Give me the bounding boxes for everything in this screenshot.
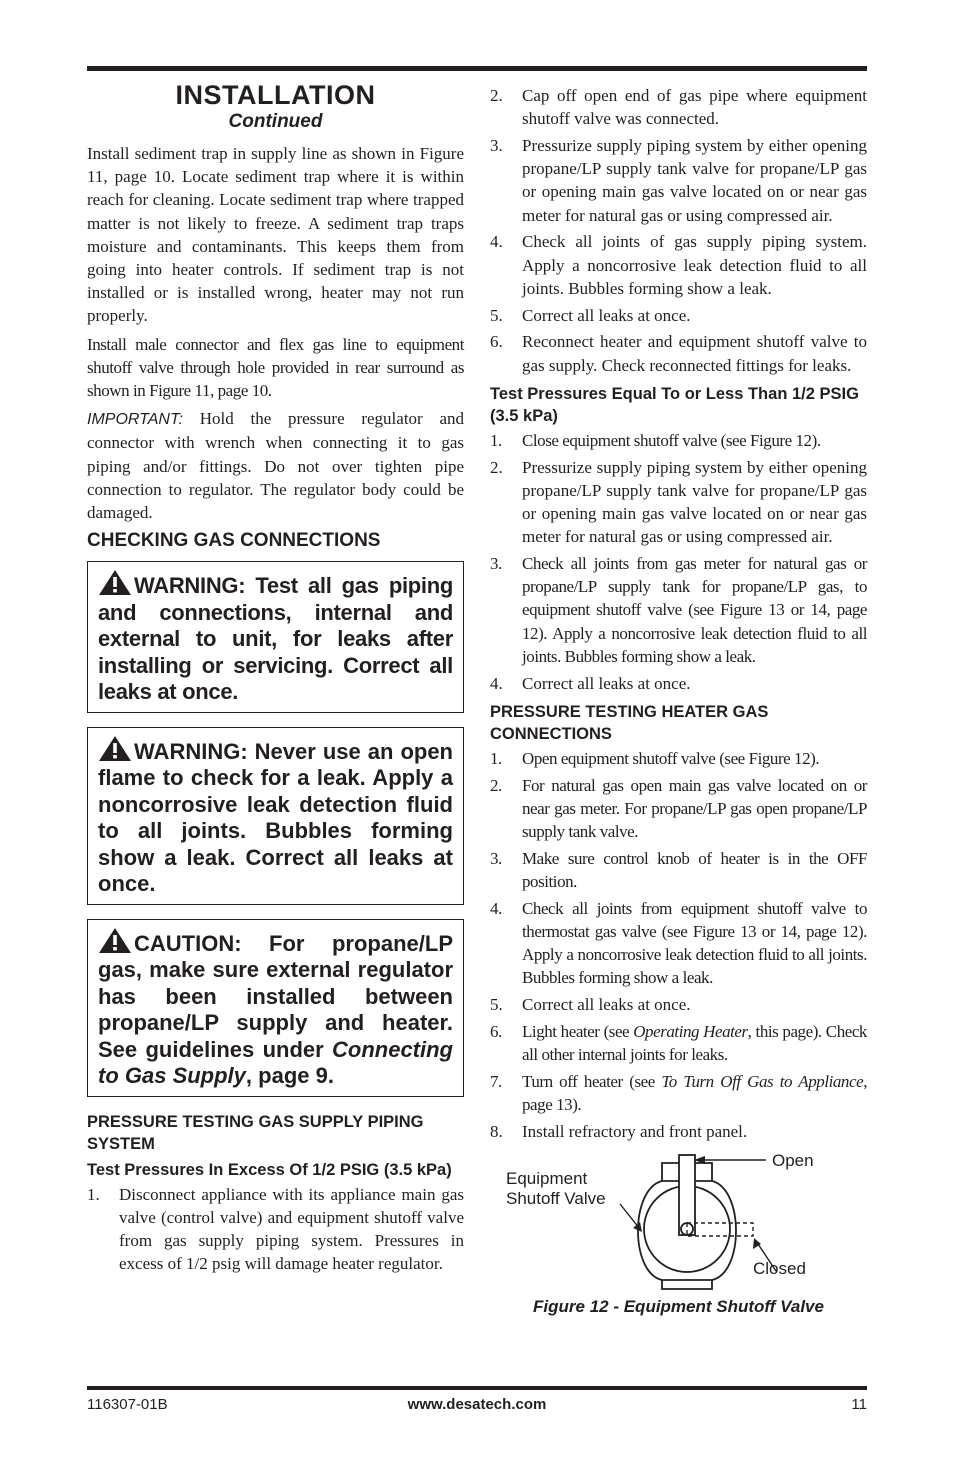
list-item: 3. Make sure control knob of heater is in the OFF position. — [490, 848, 867, 892]
list-item: 5. Correct all leaks at once. — [490, 995, 691, 1015]
figure-label-closed: Closed — [753, 1259, 806, 1279]
list-item: 1. Open equipment shutoff valve (see Figure 12). — [490, 748, 820, 768]
warning-text-test-piping: WARNING: Test all gas piping and connections, internal and external to unit, for leaks after installing or servicing. Correct all leaks at once. — [98, 573, 453, 705]
caution-page-ref: , page 9. — [245, 1063, 334, 1089]
list-item: 2. For natural gas open main gas valve located on or near gas meter. For propane/LP gas open propane/LP supply tank valve. — [490, 775, 867, 842]
list-item: 2. Cap off open end of gas pipe where equipment shutoff valve was connected. — [490, 86, 867, 129]
supply-piping-heading: PRESSURE TESTING GAS SUPPLY PIPING SYSTEM — [87, 1112, 424, 1153]
male-connector-paragraph: Install male connector and flex gas line to equipment shutoff valve through hole provided in rear surround as shown in Figure 11, page 10. — [87, 334, 464, 401]
caution-text: CAUTION: For propane/LP gas, make sure external regulator has been installed between propane/LP supply and heater. See guidelines under — [98, 930, 453, 1062]
list-item: 5. Correct all leaks at once. — [490, 305, 691, 325]
list-item: 4. Check all joints of gas supply piping system. Apply a noncorrosive leak detection fluid to all joints. Bubbles forming show a leak. — [490, 232, 867, 298]
heater-connections-heading: PRESSURE TESTING HEATER GAS CONNECTIONS — [490, 702, 769, 743]
list-item: 8. Install refractory and front panel. — [490, 1122, 748, 1142]
important-text: Hold the pressure regulator and connector with wrench when connecting it to gas piping and/or fittings. Do not over tighten pipe connection to regulator. The regulator body could be damaged. — [87, 409, 464, 523]
warning-box-test-piping — [87, 561, 464, 713]
warning-box-open-flame — [87, 727, 464, 905]
section-subtitle: Continued — [228, 111, 323, 132]
list-item: 3. Check all joints from gas meter for natural gas or propane/LP supply tank for propane/LP gas, to equipment shutoff valve (see Figure 13 or 14, page 12). Apply a noncorrosive leak detection fluid to all joints. Bubbles forming show a leak. — [490, 554, 867, 666]
right-column — [490, 84, 867, 1319]
excess-pressure-heading: Test Pressures In Excess Of 1/2 PSIG (3.5 kPa) — [87, 1160, 452, 1179]
excess-steps-continued-list — [490, 84, 867, 377]
left-column — [87, 80, 464, 1280]
footer-doc-number: 116307-01B — [87, 1396, 168, 1413]
figure-equipment-shutoff-valve — [490, 1149, 867, 1319]
important-paragraph — [87, 407, 464, 524]
footer-url: www.desatech.com — [407, 1396, 547, 1413]
list-item: 4. Check all joints from equipment shutoff valve to thermostat gas valve (see Figure 13 or 14, page 12). Apply a noncorrosive leak detection fluid to all joints. Bubbles forming show a leak. — [490, 898, 867, 988]
list-item: 2. Pressurize supply piping system by either opening propane/LP supply tank valve for propane/LP gas or opening main gas valve located on or near gas meter for natural gas or using compressed air. — [490, 457, 867, 547]
list-item: 4. Correct all leaks at once. — [490, 673, 691, 693]
list-item: 6. Reconnect heater and equipment shutoff valve to gas supply. Check reconnected fittings for leaks. — [490, 332, 867, 375]
caution-triangle-icon — [98, 927, 132, 954]
checking-gas-connections-heading: CHECKING GAS CONNECTIONS — [87, 530, 381, 552]
bottom-rule — [87, 1386, 867, 1390]
important-label: IMPORTANT: — [87, 411, 183, 429]
equal-pressure-heading: Test Pressures Equal To or Less Than 1/2 PSIG (3.5 kPa) — [490, 384, 859, 425]
warning-triangle-icon — [98, 735, 132, 762]
equal-steps-list — [490, 429, 867, 695]
heater-steps-list — [490, 747, 867, 1143]
top-rule — [87, 66, 867, 71]
warning-triangle-icon — [98, 569, 132, 596]
section-title: INSTALLATION — [175, 80, 376, 110]
figure-caption: Figure 12 - Equipment Shutoff Valve — [533, 1297, 824, 1317]
footer-page-number: 11 — [851, 1396, 867, 1413]
excess-steps-list — [87, 1183, 464, 1276]
caution-reference: Connecting to Gas Supply — [98, 1036, 453, 1089]
list-item: 3. Pressurize supply piping system by either opening propane/LP supply tank valve for propane/LP gas or opening main gas valve located on or near gas meter for natural gas or using compressed air. — [490, 136, 867, 225]
figure-label-open: Open — [772, 1151, 814, 1171]
figure-label-shutoff-valve: Equipment Shutoff Valve — [506, 1169, 606, 1209]
sediment-trap-paragraph: Install sediment trap in supply line as shown in Figure 11, page 10. Locate sediment trap where it is within reach for cleaning. Locate sediment trap where trapped matter is not likely to freeze. A sediment trap traps moisture and contaminants. This keeps them from going into heater controls. If sediment trap is not installed or is installed wrong, heater may not run properly. — [87, 144, 464, 326]
caution-box-external-regulator — [87, 919, 464, 1097]
list-item: 1. Close equipment shutoff valve (see Figure 12). — [490, 430, 821, 450]
list-item: 1. Disconnect appliance with its appliance main gas valve (control valve) and equipment shutoff valve from gas supply piping system. Pressures in excess of 1/2 psig will damage heater regulator. — [87, 1184, 464, 1274]
warning-text-open-flame: WARNING: Never use an open flame to check for a leak. Apply a noncorrosive leak detection fluid to all joints. Bubbles forming show a leak. Correct all leaks at once. — [98, 738, 453, 897]
list-item: 6. Light heater (see Operating Heater, this page). Check all other internal joints for leaks. — [490, 1022, 867, 1065]
list-item: 7. Turn off heater (see To Turn Off Gas to Appliance, page 13). — [490, 1072, 867, 1115]
